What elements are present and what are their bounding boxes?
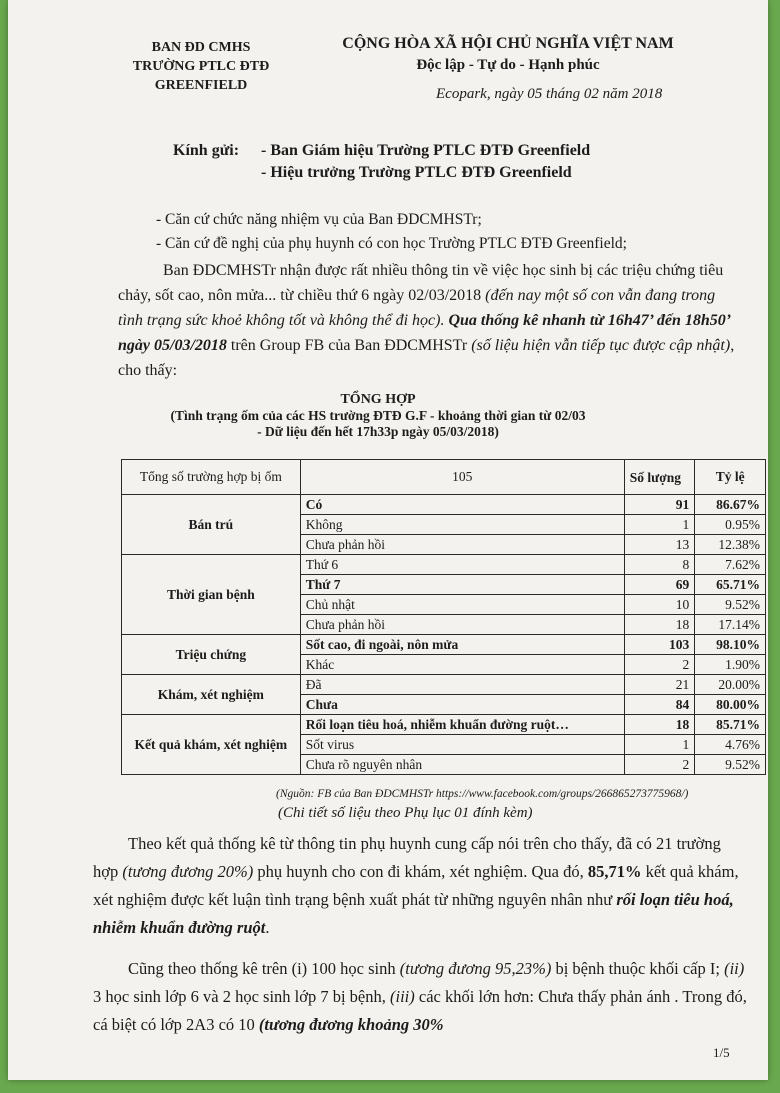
- percent-cell: 0.95%: [695, 515, 766, 535]
- basis-item: - Căn cứ đề nghị của phụ huynh có con học Trường PTLC ĐTĐ Greenfield;: [156, 235, 627, 252]
- count-cell: 2: [624, 655, 695, 675]
- count-cell: 2: [624, 755, 695, 775]
- document-page: [8, 0, 768, 1080]
- option-cell: Thứ 7: [300, 575, 624, 595]
- summary-title: TỔNG HỢP: [340, 392, 416, 407]
- count-cell: 91: [624, 495, 695, 515]
- percent-cell: 9.52%: [695, 595, 766, 615]
- percent-cell: 98.10%: [695, 635, 766, 655]
- header-count: Số lượng: [624, 460, 695, 495]
- option-cell: Có: [300, 495, 624, 515]
- greeting: [173, 140, 590, 184]
- category-cell: Bán trú: [122, 495, 301, 555]
- percent-cell: 1.90%: [695, 655, 766, 675]
- percent-cell: 7.62%: [695, 555, 766, 575]
- table-row: [122, 495, 766, 515]
- option-cell: Chưa: [300, 695, 624, 715]
- option-cell: Sốt cao, đi ngoài, nôn mửa: [300, 635, 624, 655]
- greeting-label: Kính gửi:: [173, 142, 240, 159]
- appendix-note: (Chi tiết số liệu theo Phụ lục 01 đính kèm): [278, 805, 533, 821]
- option-cell: Chưa phản hồi: [300, 615, 624, 635]
- category-cell: Triệu chứng: [122, 635, 301, 675]
- count-cell: 8: [624, 555, 695, 575]
- table-row: [122, 635, 766, 655]
- table-row: [122, 675, 766, 695]
- table-row: [122, 715, 766, 735]
- option-cell: Chủ nhật: [300, 595, 624, 615]
- percent-cell: 80.00%: [695, 695, 766, 715]
- document-date: Ecopark, ngày 05 tháng 02 năm 2018: [436, 86, 663, 102]
- statistics-table: [121, 459, 766, 775]
- summary-subtitle-2: - Dữ liệu đến hết 17h33p ngày 05/03/2018): [257, 424, 499, 439]
- percent-cell: 20.00%: [695, 675, 766, 695]
- motto: Độc lập - Tự do - Hạnh phúc: [416, 57, 600, 73]
- category-cell: Khám, xét nghiệm: [122, 675, 301, 715]
- source-note: (Nguồn: FB của Ban ĐDCMHSTr https://www.facebook.com/groups/266865273775968/): [276, 788, 689, 800]
- nation-title: CỘNG HÒA XÃ HỘI CHỦ NGHĨA VIỆT NAM: [342, 35, 674, 52]
- national-header: [338, 33, 678, 75]
- option-cell: Không: [300, 515, 624, 535]
- option-cell: Khác: [300, 655, 624, 675]
- option-cell: Chưa rõ nguyên nhân: [300, 755, 624, 775]
- option-cell: Chưa phản hồi: [300, 535, 624, 555]
- percent-cell: 65.71%: [695, 575, 766, 595]
- header-percent: Tỷ lệ: [695, 460, 766, 495]
- option-cell: Sốt virus: [300, 735, 624, 755]
- summary-heading: [108, 392, 648, 440]
- summary-subtitle-1: (Tình trạng ốm của các HS trường ĐTĐ G.F - khoảng thời gian từ 02/03: [170, 408, 586, 423]
- count-cell: 18: [624, 715, 695, 735]
- percent-cell: 4.76%: [695, 735, 766, 755]
- count-cell: 1: [624, 515, 695, 535]
- results-paragraph: Theo kết quả thống kê từ thông tin phụ huynh cung cấp nói trên cho thấy, đã có 21 trường hợp (tương đương 20%) phụ huynh cho con đi khám, xét nghiệm. Qua đó, 85,71% kết quả khám, xét nghiệm được kết luận tình trạng bệnh xuất phát từ những nguyên nhân như rối loạn tiêu hoá, nhiễm khuẩn đường ruột.: [93, 834, 739, 937]
- intro-paragraph: Ban ĐDCMHSTr nhận được rất nhiều thông tin về việc học sinh bị các triệu chứng tiêu chảy, sốt cao, nôn mửa... từ chiều thứ 6 ngày 02/03/2018 (đến nay một số con vẫn đang trong tình trạng sức khoẻ không tốt và không thể đi học). Qua thống kê nhanh từ 16h47’ đến 18h50’ ngày 05/03/2018 trên Group FB của Ban ĐDCMHSTr (số liệu hiện vẫn tiếp tục được cập nhật), cho thấy:: [118, 262, 735, 379]
- recipient-1: - Ban Giám hiệu Trường PTLC ĐTĐ Greenfield: [261, 142, 591, 159]
- count-cell: 13: [624, 535, 695, 555]
- percent-cell: 17.14%: [695, 615, 766, 635]
- grades-paragraph: Cũng theo thống kê trên (i) 100 học sinh (tương đương 95,23%) bị bệnh thuộc khối cấp I; (ii) 3 học sinh lớp 6 và 2 học sinh lớp 7 bị bệnh, (iii) các khối lớn hơn: Chưa thấy phản ánh . Trong đó, cá biệt có lớp 2A3 có 10 (tương đương khoảng 30%: [93, 959, 747, 1034]
- option-cell: Đã: [300, 675, 624, 695]
- recipient-2: - Hiệu trưởng Trường PTLC ĐTĐ Greenfield: [261, 164, 572, 181]
- table-header-row: [122, 460, 766, 495]
- count-cell: 1: [624, 735, 695, 755]
- percent-cell: 85.71%: [695, 715, 766, 735]
- count-cell: 10: [624, 595, 695, 615]
- page-number: 1/5: [713, 1045, 730, 1060]
- table-row: [122, 555, 766, 575]
- percent-cell: 12.38%: [695, 535, 766, 555]
- count-cell: 69: [624, 575, 695, 595]
- category-cell: Thời gian bệnh: [122, 555, 301, 635]
- option-cell: Rối loạn tiêu hoá, nhiễm khuẩn đường ruột…: [300, 715, 624, 735]
- header-total: 105: [300, 460, 624, 495]
- count-cell: 21: [624, 675, 695, 695]
- category-cell: Kết quả khám, xét nghiệm: [122, 715, 301, 775]
- org-line-2: TRƯỜNG PTLC ĐTĐ: [132, 59, 270, 74]
- organization-header: [126, 38, 276, 95]
- header-title: Tổng số trường hợp bị ốm: [122, 460, 301, 495]
- percent-cell: 86.67%: [695, 495, 766, 515]
- count-cell: 103: [624, 635, 695, 655]
- basis-item: - Căn cứ chức năng nhiệm vụ của Ban ĐDCMHSTr;: [156, 211, 482, 228]
- org-line-3: GREENFIELD: [154, 78, 248, 93]
- org-line-1: BAN ĐD CMHS: [151, 40, 251, 55]
- option-cell: Thứ 6: [300, 555, 624, 575]
- count-cell: 18: [624, 615, 695, 635]
- count-cell: 84: [624, 695, 695, 715]
- legal-bases: [156, 208, 627, 256]
- percent-cell: 9.52%: [695, 755, 766, 775]
